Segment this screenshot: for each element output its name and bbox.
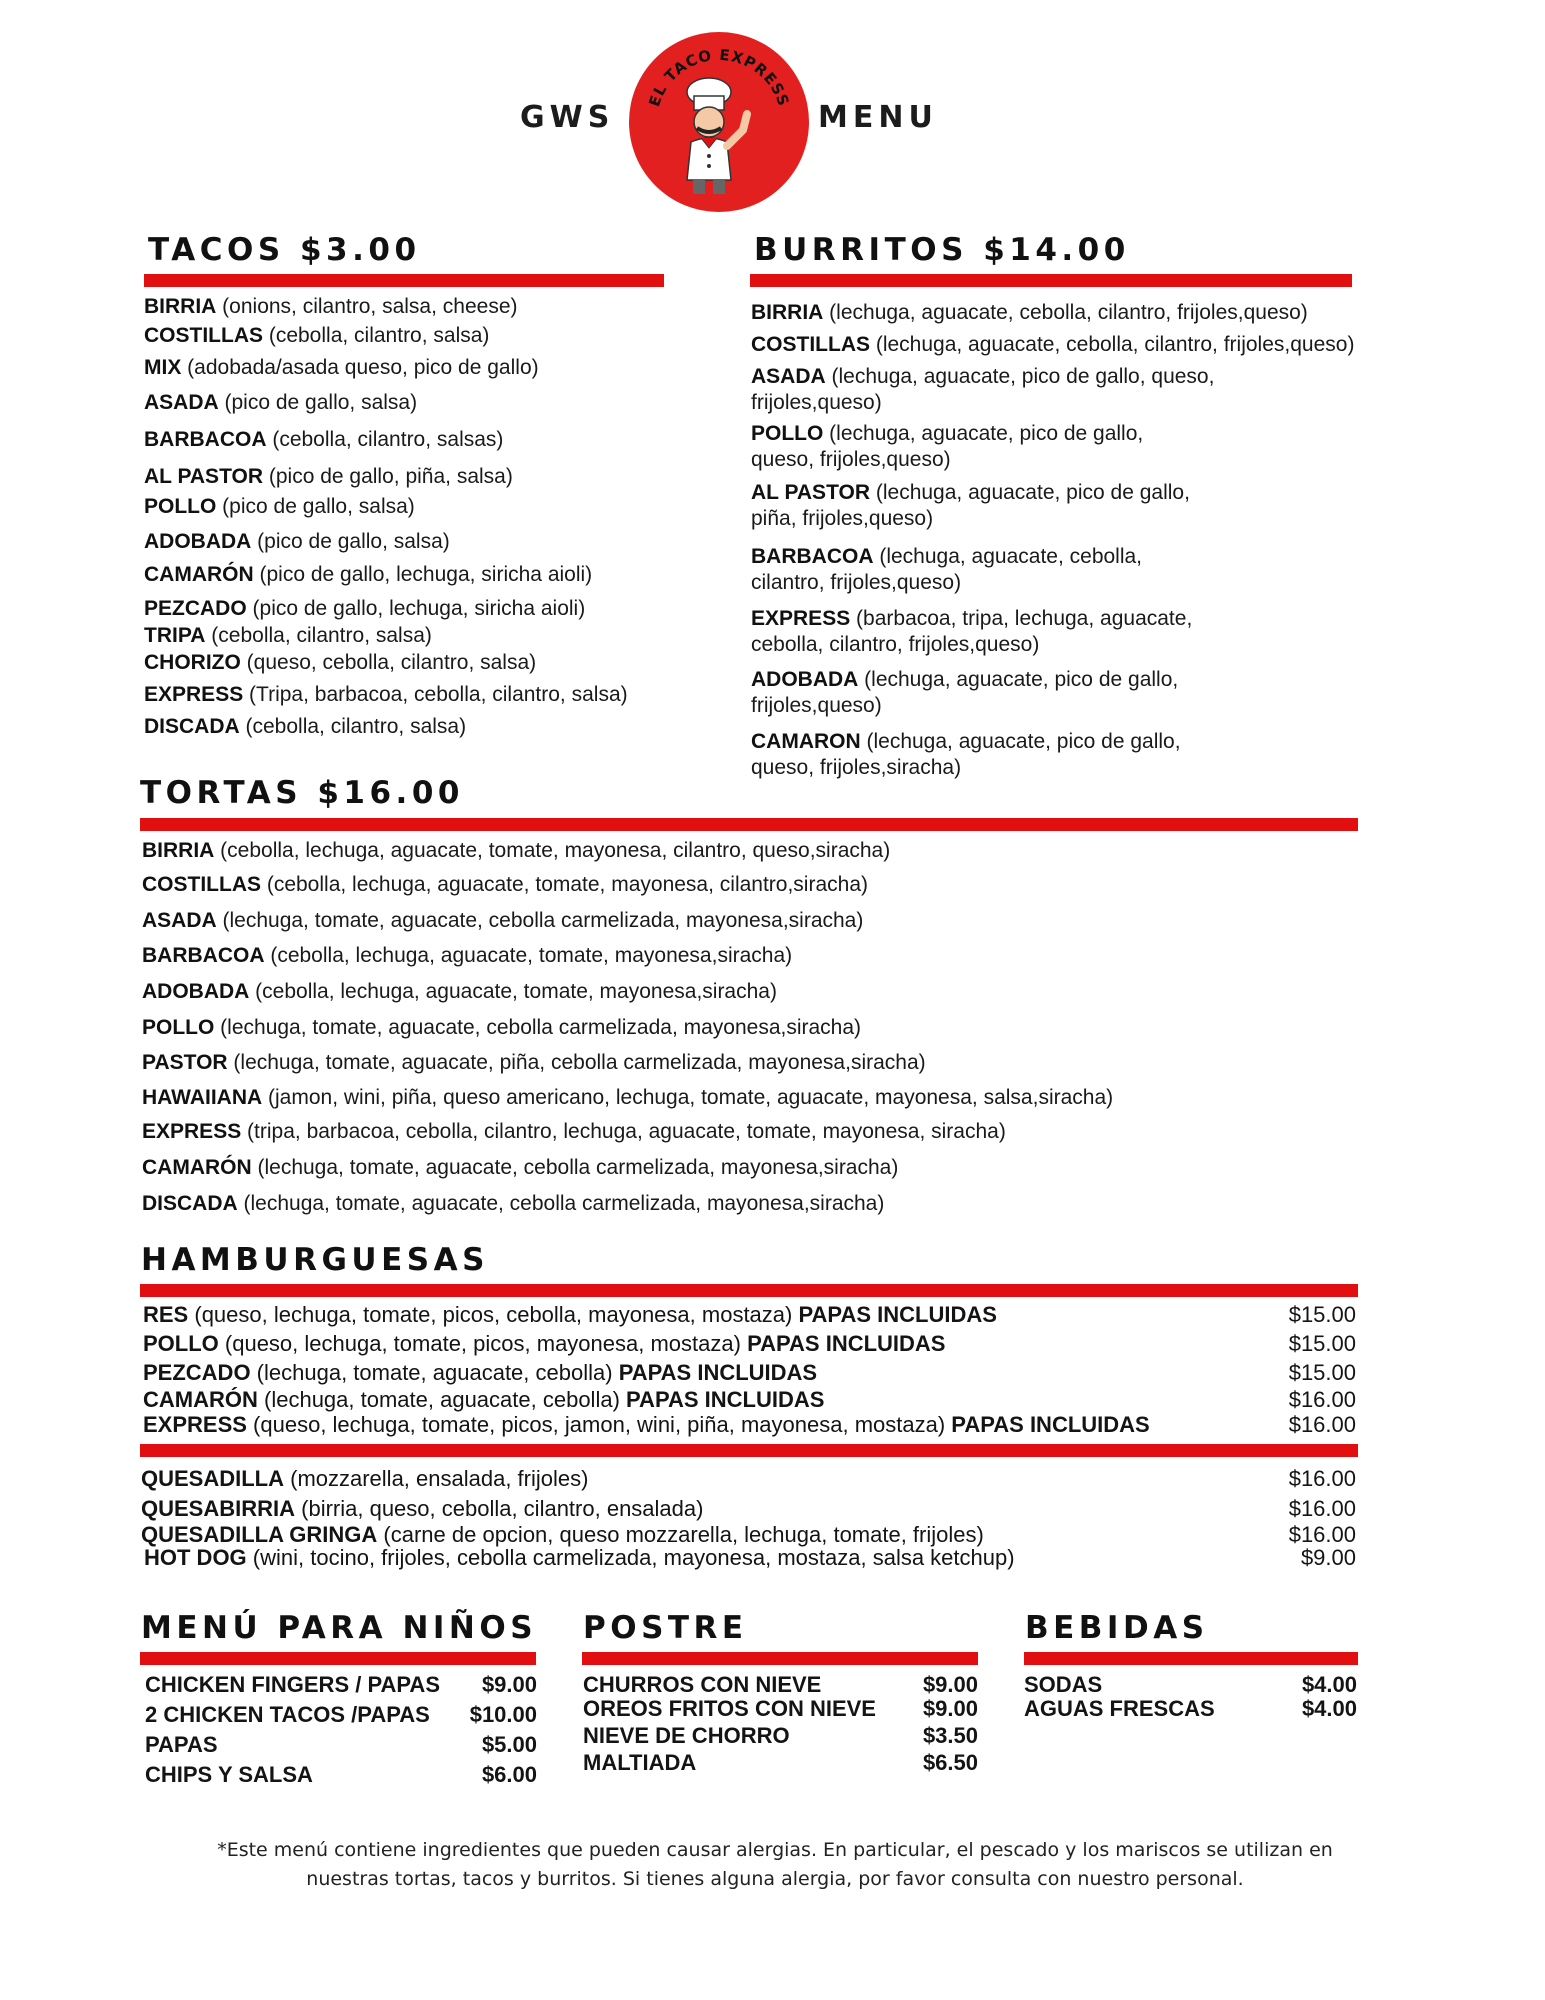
item-name: 2 CHICKEN TACOS /PAPAS xyxy=(145,1702,430,1727)
list-item xyxy=(751,421,1171,473)
postre-divider xyxy=(582,1652,978,1665)
item-price: $9.00 xyxy=(481,1672,537,1697)
item-name: HOT DOG xyxy=(144,1545,247,1570)
burritos-divider xyxy=(750,274,1352,287)
item-desc: (cebolla, cilantro, salsa) xyxy=(263,324,490,347)
item-desc: (pico de gallo, piña, salsa) xyxy=(263,465,513,488)
item-name: AL PASTOR xyxy=(751,481,871,504)
bebidas-divider xyxy=(1024,1652,1358,1665)
burritos-list xyxy=(751,300,1371,790)
item-price: $15.00 xyxy=(1288,1331,1356,1356)
list-item xyxy=(751,729,1211,781)
header-right-word: MENU xyxy=(818,100,938,135)
item-desc: (lechuga, tomate, aguacate, cebolla) xyxy=(250,1360,619,1385)
item-name: CAMARON xyxy=(751,730,861,753)
item-desc: (lechuga, aguacate, cebolla, cilantro, frijoles,queso) xyxy=(751,545,1143,594)
item-name: HAWAIIANA xyxy=(142,1086,263,1109)
item-desc: (cebolla, lechuga, aguacate, tomate, mayonesa, cilantro, queso,siracha) xyxy=(214,839,891,862)
item-name: POLLO xyxy=(143,1331,219,1356)
item-desc: (lechuga, aguacate, cebolla, cilantro, frijoles,queso) xyxy=(823,301,1308,324)
list-item xyxy=(142,979,777,1005)
list-item xyxy=(144,682,628,708)
item-price: $9.00 xyxy=(922,1672,978,1697)
burritos-title: BURRITOS $14.00 xyxy=(754,232,1130,268)
item-name: BARBACOA xyxy=(751,545,874,568)
item-desc: (tripa, barbacoa, cebolla, cilantro, lechuga, aguacate, tomate, mayonesa, siracha) xyxy=(241,1120,1006,1143)
logo-text: EL TACO EXPRESS xyxy=(645,45,793,109)
item-desc: (lechuga, tomate, aguacate, cebolla carmelizada, mayonesa,siracha) xyxy=(237,1192,885,1215)
item-desc: (lechuga, aguacate, pico de gallo, queso, frijoles,queso) xyxy=(751,422,1144,471)
chef-logo-icon xyxy=(627,30,811,214)
item-price: $16.00 xyxy=(1288,1466,1356,1491)
list-item xyxy=(144,623,432,649)
list-item xyxy=(142,1119,1006,1145)
item-desc: (cebolla, lechuga, aguacate, tomate, mayonesa,siracha) xyxy=(264,944,793,967)
item-name: PAPAS xyxy=(145,1732,218,1757)
item-name: EXPRESS xyxy=(751,607,851,630)
list-item xyxy=(144,294,518,320)
list-item xyxy=(142,872,868,898)
item-desc: (lechuga, aguacate, cebolla, cilantro, frijoles,queso) xyxy=(870,333,1355,356)
tortas-list xyxy=(142,838,1342,1228)
list-item xyxy=(144,464,513,490)
item-name: DISCADA xyxy=(144,715,240,738)
logo-graphic xyxy=(627,30,811,214)
item-name: BIRRIA xyxy=(142,839,215,862)
item-price: $16.00 xyxy=(1288,1496,1356,1521)
item-desc: (lechuga, tomate, aguacate, cebolla carmelizada, mayonesa,siracha) xyxy=(214,1016,862,1039)
item-desc: (barbacoa, tripa, lechuga, aguacate, cebolla, cilantro, frijoles,queso) xyxy=(751,607,1193,656)
item-desc: (jamon, wini, piña, queso americano, lechuga, tomate, aguacate, mayonesa, salsa,siracha) xyxy=(262,1086,1114,1109)
item-price: $4.00 xyxy=(1301,1696,1357,1721)
hamburguesas-divider xyxy=(140,1284,1358,1297)
item-price: $6.50 xyxy=(922,1750,978,1775)
item-desc: (queso, lechuga, tomate, picos, cebolla, mayonesa, mostaza) xyxy=(188,1302,799,1327)
item-desc: (birria, queso, cebolla, cilantro, ensalada) xyxy=(295,1496,704,1521)
item-desc: (pico de gallo, salsa) xyxy=(251,530,450,553)
item-extra: PAPAS INCLUIDAS xyxy=(626,1387,825,1412)
tacos-divider xyxy=(144,274,664,287)
item-desc: (cebolla, lechuga, aguacate, tomate, mayonesa, cilantro,siracha) xyxy=(261,873,869,896)
list-item xyxy=(144,323,489,349)
item-name: PEZCADO xyxy=(143,1360,251,1385)
list-item xyxy=(144,596,585,622)
item-desc: (cebolla, cilantro, salsa) xyxy=(205,624,432,647)
list-item xyxy=(142,943,792,969)
item-price: $9.00 xyxy=(922,1696,978,1721)
item-price: $4.00 xyxy=(1301,1672,1357,1697)
item-price: $16.00 xyxy=(1288,1387,1356,1412)
hamburguesas-title: HAMBURGUESAS xyxy=(141,1242,489,1278)
item-name: PEZCADO xyxy=(144,597,247,620)
list-item xyxy=(751,332,1354,358)
tortas-title: TORTAS $16.00 xyxy=(140,775,464,811)
list-item xyxy=(751,544,1171,596)
item-name: COSTILLAS xyxy=(751,333,870,356)
item-name: SODAS xyxy=(1024,1672,1103,1697)
list-item xyxy=(142,1085,1113,1111)
item-name: CAMARÓN xyxy=(144,563,254,586)
list-item xyxy=(144,529,450,555)
list-item xyxy=(751,300,1308,326)
item-name: ADOBADA xyxy=(751,668,859,691)
ninos-title: MENÚ PARA NIÑOS xyxy=(141,1610,538,1646)
item-extra: PAPAS INCLUIDAS xyxy=(951,1412,1150,1437)
item-name: CAMARÓN xyxy=(143,1387,258,1412)
item-desc: (lechuga, aguacate, pico de gallo, queso, frijoles,queso) xyxy=(751,365,1215,414)
otros-list xyxy=(141,1466,1356,1576)
item-desc: (pico de gallo, salsa) xyxy=(216,495,415,518)
item-name: PASTOR xyxy=(142,1051,228,1074)
list-item xyxy=(144,650,536,676)
item-name: DISCADA xyxy=(142,1192,238,1215)
allergy-notice-line1: *Este menú contiene ingredientes que pueden causar alergias. En particular, el pescado y los mariscos se utilizan en xyxy=(217,1839,1333,1861)
item-desc: (lechuga, tomate, aguacate, piña, cebolla carmelizada, mayonesa,siracha) xyxy=(227,1051,926,1074)
item-name: EXPRESS xyxy=(142,1120,242,1143)
item-name: EXPRESS xyxy=(144,683,244,706)
item-price: $16.00 xyxy=(1288,1522,1356,1547)
item-name: ADOBADA xyxy=(144,530,252,553)
item-desc: (lechuga, aguacate, pico de gallo, frijoles,queso) xyxy=(751,668,1179,717)
item-price: $15.00 xyxy=(1288,1360,1356,1385)
list-item xyxy=(751,364,1231,416)
item-desc: (pico de gallo, lechuga, siricha aioli) xyxy=(253,563,593,586)
item-desc: (lechuga, aguacate, pico de gallo, queso, frijoles,siracha) xyxy=(751,730,1181,779)
item-price: $3.50 xyxy=(922,1723,978,1748)
item-price: $10.00 xyxy=(469,1702,537,1727)
list-item xyxy=(142,1191,884,1217)
item-price: $6.00 xyxy=(481,1762,537,1787)
item-name: ADOBADA xyxy=(142,980,250,1003)
item-desc: (cebolla, cilantro, salsa) xyxy=(239,715,467,738)
item-desc: (Tripa, barbacoa, cebolla, cilantro, salsa) xyxy=(243,683,628,706)
item-desc: (pico de gallo, salsa) xyxy=(218,391,418,414)
item-name: MIX xyxy=(144,356,182,379)
item-name: RES xyxy=(143,1302,189,1327)
tacos-list xyxy=(144,294,644,754)
item-name: COSTILLAS xyxy=(142,873,261,896)
item-name: OREOS FRITOS CON NIEVE xyxy=(583,1696,876,1721)
list-item xyxy=(144,390,417,416)
list-item xyxy=(144,427,503,453)
item-price: $15.00 xyxy=(1288,1302,1356,1327)
item-desc: (queso, lechuga, tomate, picos, jamon, wini, piña, mayonesa, mostaza) xyxy=(246,1412,952,1437)
item-extra: PAPAS INCLUIDAS xyxy=(798,1302,997,1327)
item-name: CHORIZO xyxy=(144,651,241,674)
item-name: CHIPS Y SALSA xyxy=(145,1762,313,1787)
item-name: QUESADILLA GRINGA xyxy=(141,1522,378,1547)
list-item xyxy=(142,838,890,864)
item-desc: (carne de opcion, queso mozzarella, lechuga, tomate, frijoles) xyxy=(377,1522,984,1547)
list-item xyxy=(142,1015,861,1041)
bebidas-list xyxy=(1024,1672,1357,1732)
list-item xyxy=(142,908,863,934)
list-item xyxy=(751,667,1211,719)
postre-title: POSTRE xyxy=(583,1610,748,1646)
item-name: BIRRIA xyxy=(751,301,824,324)
otros-divider xyxy=(140,1444,1358,1457)
item-desc: (cebolla, lechuga, aguacate, tomate, mayonesa,siracha) xyxy=(249,980,777,1003)
item-name: POLLO xyxy=(144,495,217,518)
item-desc: (lechuga, tomate, aguacate, cebolla) xyxy=(257,1387,627,1412)
item-name: COSTILLAS xyxy=(144,324,263,347)
item-desc: (queso, cebolla, cilantro, salsa) xyxy=(240,651,537,674)
ninos-divider xyxy=(140,1652,536,1665)
list-item xyxy=(144,494,415,520)
item-desc: (cebolla, cilantro, salsas) xyxy=(266,428,504,451)
postre-list xyxy=(583,1672,979,1782)
item-name: BIRRIA xyxy=(144,295,217,318)
item-desc: (wini, tocino, frijoles, cebolla carmelizada, mayonesa, mostaza, salsa ketchup) xyxy=(246,1545,1015,1570)
allergy-notice xyxy=(190,1836,1360,1894)
item-desc: (lechuga, tomate, aguacate, cebolla carmelizada, mayonesa,siracha) xyxy=(216,909,864,932)
item-extra: PAPAS INCLUIDAS xyxy=(747,1331,946,1356)
item-desc: (lechuga, tomate, aguacate, cebolla carmelizada, mayonesa,siracha) xyxy=(251,1156,899,1179)
item-name: POLLO xyxy=(142,1016,215,1039)
item-desc: (adobada/asada queso, pico de gallo) xyxy=(181,356,539,379)
item-name: QUESABIRRIA xyxy=(141,1496,296,1521)
item-desc: (onions, cilantro, salsa, cheese) xyxy=(216,295,518,318)
item-name: CHICKEN FINGERS / PAPAS xyxy=(145,1672,440,1697)
item-desc: (lechuga, aguacate, pico de gallo, piña, frijoles,queso) xyxy=(751,481,1190,530)
list-item xyxy=(142,1050,926,1076)
item-name: QUESADILLA xyxy=(141,1466,284,1491)
item-name: EXPRESS xyxy=(143,1412,247,1437)
item-name: MALTIADA xyxy=(583,1750,697,1775)
tortas-divider xyxy=(140,818,1358,831)
item-price: $16.00 xyxy=(1288,1412,1356,1437)
item-name: CHURROS CON NIEVE xyxy=(583,1672,822,1697)
item-name: BARBACOA xyxy=(142,944,265,967)
ninos-list xyxy=(145,1672,537,1792)
allergy-notice-line2: nuestras tortas, tacos y burritos. Si tienes alguna alergia, por favor consulta con nuestro personal. xyxy=(306,1868,1244,1890)
item-name: BARBACOA xyxy=(144,428,267,451)
tacos-title: TACOS $3.00 xyxy=(148,232,421,268)
list-item xyxy=(142,1155,898,1181)
list-item xyxy=(751,606,1211,658)
item-name: AGUAS FRESCAS xyxy=(1024,1696,1215,1721)
list-item xyxy=(144,355,539,381)
item-name: ASADA xyxy=(142,909,217,932)
list-item xyxy=(144,714,466,740)
list-item xyxy=(751,480,1211,532)
item-price: $9.00 xyxy=(1300,1545,1356,1570)
bebidas-title: BEBIDAS xyxy=(1025,1610,1209,1646)
list-item xyxy=(144,562,592,588)
hamburguesas-list xyxy=(143,1302,1356,1452)
item-name: POLLO xyxy=(751,422,824,445)
item-name: AL PASTOR xyxy=(144,465,264,488)
item-name: TRIPA xyxy=(144,624,206,647)
item-desc: (pico de gallo, lechuga, siricha aioli) xyxy=(246,597,586,620)
item-name: CAMARÓN xyxy=(142,1156,252,1179)
item-name: ASADA xyxy=(751,365,826,388)
item-price: $5.00 xyxy=(481,1732,537,1757)
item-desc: (mozzarella, ensalada, frijoles) xyxy=(284,1466,589,1491)
item-extra: PAPAS INCLUIDAS xyxy=(618,1360,818,1385)
item-name: ASADA xyxy=(144,391,219,414)
item-desc: (queso, lechuga, tomate, picos, mayonesa, mostaza) xyxy=(218,1331,748,1356)
item-name: NIEVE DE CHORRO xyxy=(583,1723,790,1748)
header-left-word: GWS xyxy=(520,100,615,135)
